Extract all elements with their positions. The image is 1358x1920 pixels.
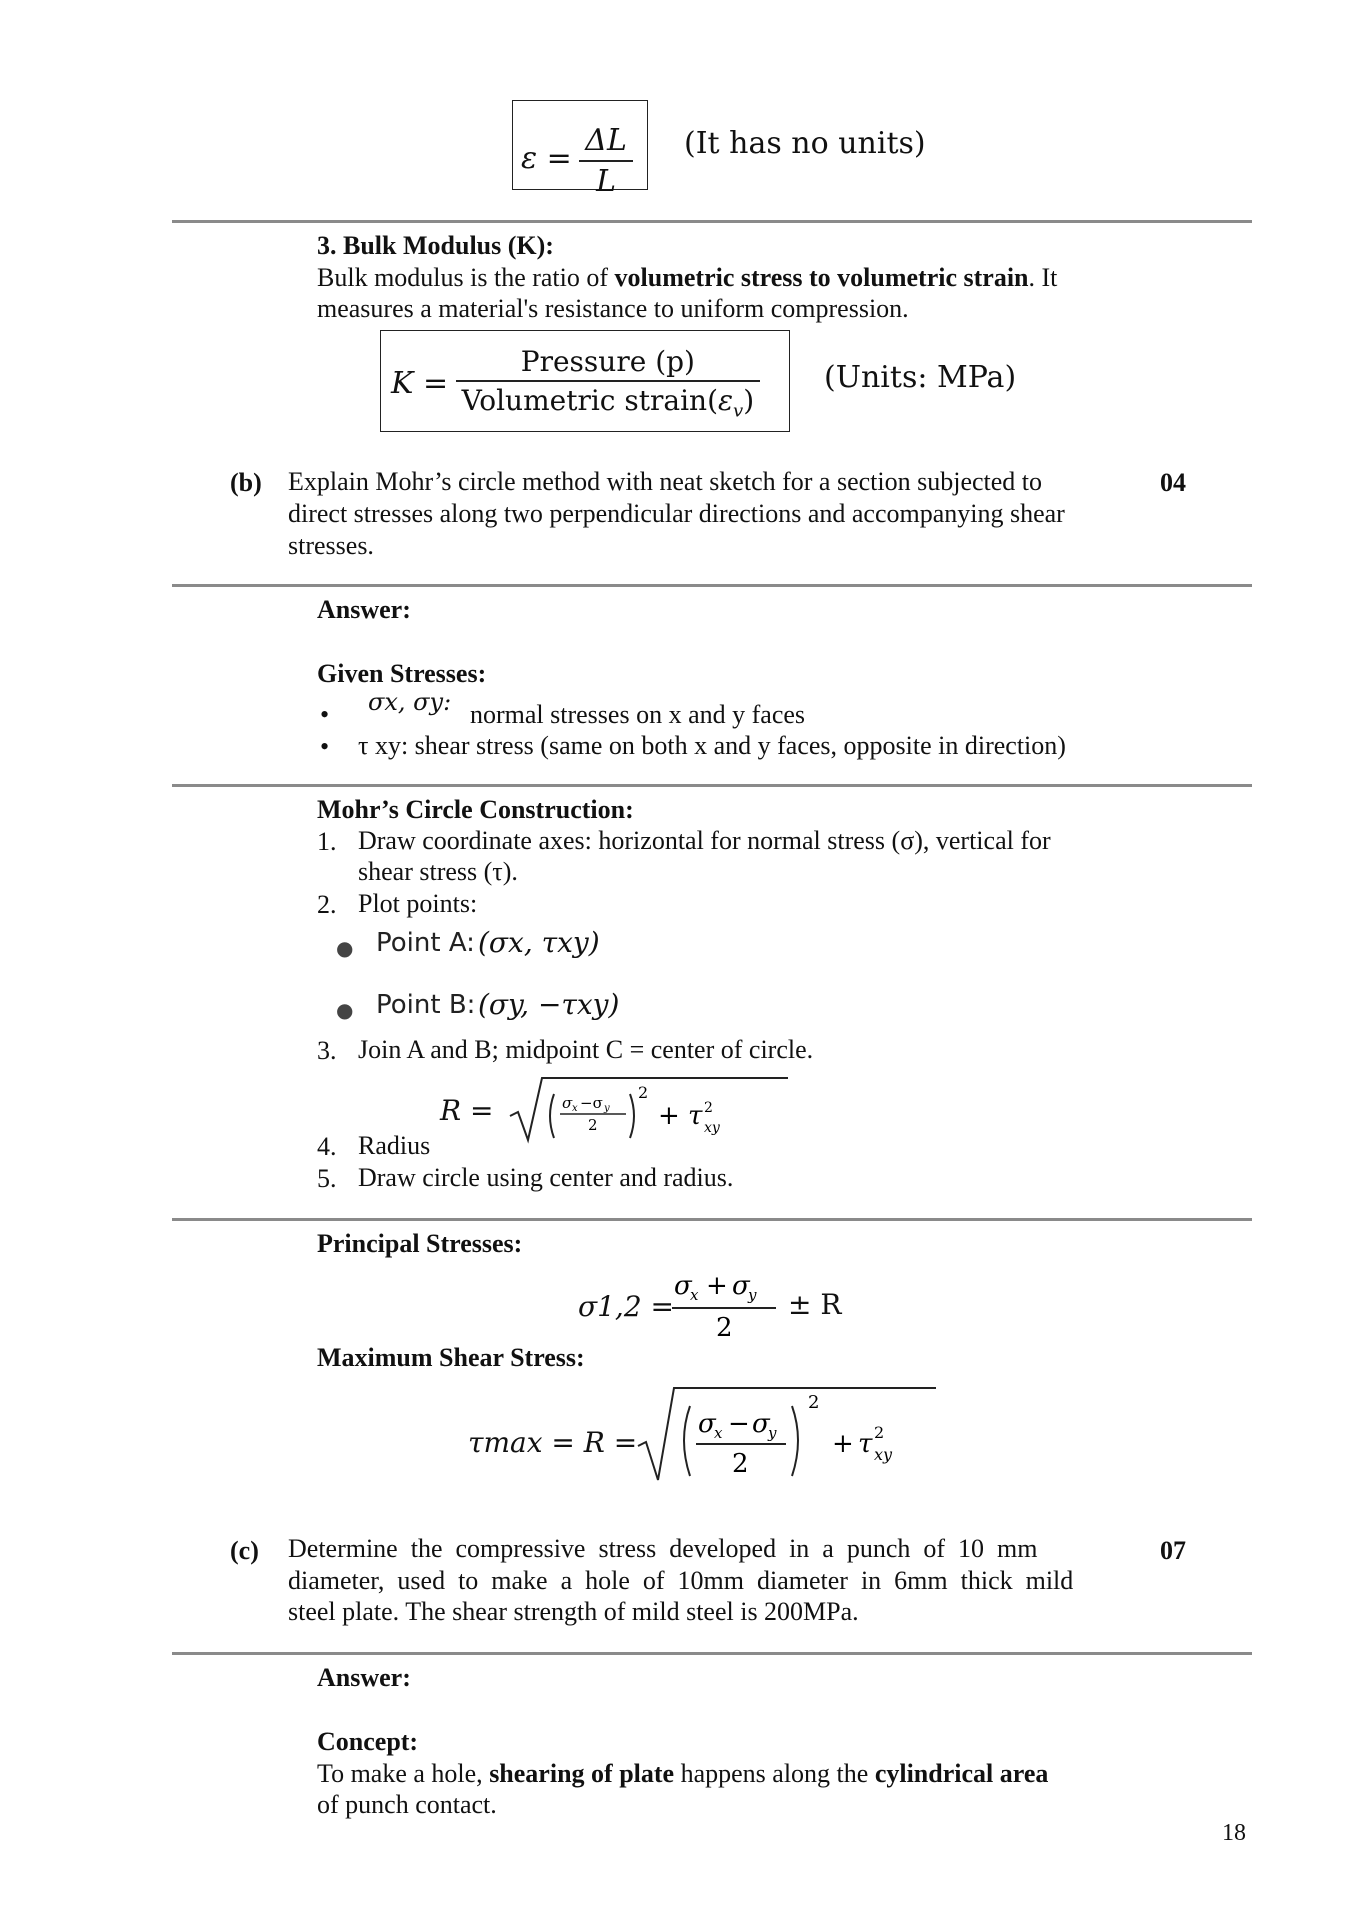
svg-text:y: y bbox=[748, 1286, 757, 1304]
point-a: (σx, τxy) bbox=[478, 926, 600, 959]
bullet: ● bbox=[336, 998, 354, 1022]
bullet: • bbox=[320, 732, 330, 761]
given-item-2: τ xy: shear stress (same on both x and y faces, opposite in direction) bbox=[358, 731, 1066, 760]
bulk-formula-numerator: Pressure (p) bbox=[520, 345, 695, 378]
principal-heading: Principal Stresses: bbox=[317, 1229, 523, 1258]
bulk-formula-lhs: K = bbox=[391, 365, 449, 401]
strain-numerator: ΔL bbox=[585, 123, 627, 158]
answer-c-label: Answer: bbox=[317, 1663, 411, 1692]
concept-heading: Concept: bbox=[317, 1727, 419, 1756]
construction-heading: Mohr’s Circle Construction: bbox=[317, 795, 634, 824]
sqrt-symbol bbox=[508, 1074, 788, 1144]
svg-text:−: − bbox=[728, 1409, 750, 1439]
question-c-label: (c) bbox=[230, 1536, 259, 1565]
step-number: 2. bbox=[317, 890, 337, 919]
divider bbox=[172, 784, 1252, 787]
divider bbox=[172, 1218, 1252, 1221]
strain-lhs: ε = bbox=[521, 140, 572, 176]
step-2: Plot points: bbox=[358, 889, 478, 918]
svg-text:x: x bbox=[572, 1103, 578, 1114]
svg-text:+: + bbox=[832, 1429, 854, 1459]
bullet: • bbox=[320, 700, 330, 729]
svg-text:σ: σ bbox=[698, 1409, 716, 1439]
given-heading: Given Stresses: bbox=[317, 659, 487, 688]
svg-text:+: + bbox=[706, 1271, 728, 1301]
radius-formula bbox=[440, 1074, 770, 1144]
max-shear-sqrt bbox=[636, 1384, 936, 1484]
divider bbox=[172, 584, 1252, 587]
max-shear-formula bbox=[468, 1384, 948, 1484]
bulk-formula-box bbox=[380, 330, 790, 432]
svg-text:2: 2 bbox=[808, 1392, 820, 1413]
given-symbols: σx, σy: bbox=[368, 688, 452, 716]
svg-text:−σ: −σ bbox=[580, 1094, 603, 1112]
strain-formula-box bbox=[512, 100, 648, 199]
question-c-line-3: steel plate. The shear strength of mild steel is 200MPa. bbox=[288, 1597, 859, 1626]
svg-text:2: 2 bbox=[588, 1116, 598, 1134]
svg-text:xy: xy bbox=[704, 1120, 720, 1136]
question-b-label: (b) bbox=[230, 468, 262, 497]
principal-pm: ± R bbox=[788, 1288, 842, 1321]
concept-line-1: To make a hole, shearing of plate happens along the cylindrical area bbox=[317, 1759, 1049, 1788]
strain-denominator: L bbox=[579, 160, 633, 199]
bullet: ● bbox=[336, 936, 354, 960]
principal-lhs: σ1,2 = bbox=[578, 1290, 675, 1323]
svg-text:2: 2 bbox=[732, 1449, 749, 1479]
bulk-line-1: Bulk modulus is the ratio of volumetric stress to volumetric strain. It bbox=[317, 263, 1058, 292]
svg-text:2: 2 bbox=[716, 1313, 733, 1342]
svg-text:+: + bbox=[658, 1101, 680, 1131]
max-shear-lhs: τmax = R = bbox=[468, 1426, 638, 1459]
concept-line-2: of punch contact. bbox=[317, 1790, 497, 1819]
principal-formula bbox=[578, 1262, 878, 1342]
question-c-line-1: Determine the compressive stress developed in a punch of 10 mm bbox=[288, 1534, 1038, 1563]
point-b-label: Point B: bbox=[376, 990, 476, 1020]
step-number: 4. bbox=[317, 1132, 337, 1161]
strain-note: (It has no units) bbox=[684, 126, 926, 161]
step-number: 5. bbox=[317, 1164, 337, 1193]
step-number: 3. bbox=[317, 1036, 337, 1065]
step-number: 1. bbox=[317, 827, 337, 856]
given-item-1: normal stresses on x and y faces bbox=[470, 700, 806, 729]
answer-b-label: Answer: bbox=[317, 595, 411, 624]
principal-fraction bbox=[670, 1262, 790, 1342]
question-b-marks: 04 bbox=[1160, 468, 1186, 497]
svg-text:2: 2 bbox=[704, 1100, 713, 1116]
svg-text:σ: σ bbox=[732, 1271, 750, 1301]
divider bbox=[172, 1652, 1252, 1655]
bulk-heading: 3. Bulk Modulus (K): bbox=[317, 231, 554, 260]
question-b-text: Explain Mohr’s circle method with neat sketch for a section subjected to direct stresses along two perpendicular directions and accompanying shear stresses. bbox=[288, 467, 1065, 560]
step-3: Join A and B; midpoint C = center of circle. bbox=[358, 1035, 814, 1064]
svg-text:σ: σ bbox=[562, 1094, 573, 1112]
step-1-line-b: shear stress (τ). bbox=[358, 857, 518, 886]
radius-lhs: R = bbox=[440, 1094, 494, 1127]
svg-text:y: y bbox=[768, 1424, 777, 1442]
svg-text:x: x bbox=[714, 1424, 723, 1442]
svg-text:σ: σ bbox=[674, 1271, 692, 1301]
divider bbox=[172, 220, 1252, 223]
step-4: Radius bbox=[358, 1131, 431, 1160]
bulk-formula-denominator: Volumetric $strain(\varepsilon_v)$ bbox=[456, 380, 761, 422]
svg-text:τ: τ bbox=[858, 1429, 873, 1459]
max-shear-heading: Maximum Shear Stress: bbox=[317, 1343, 585, 1372]
svg-text:τ: τ bbox=[688, 1101, 703, 1131]
point-a-label: Point A: bbox=[376, 928, 475, 958]
svg-text:xy: xy bbox=[874, 1445, 893, 1464]
bulk-units: (Units: MPa) bbox=[824, 360, 1017, 395]
svg-text:2: 2 bbox=[638, 1083, 649, 1102]
page-number: 18 bbox=[1222, 1820, 1246, 1846]
svg-text:2: 2 bbox=[874, 1423, 885, 1442]
point-b: (σy, −τxy) bbox=[478, 988, 620, 1021]
svg-text:y: y bbox=[604, 1103, 610, 1114]
step-1-line-a: Draw coordinate axes: horizontal for normal stress (σ), vertical for bbox=[358, 826, 1051, 855]
bulk-line-2: measures a material's resistance to uniform compression. bbox=[317, 294, 909, 323]
svg-text:σ: σ bbox=[752, 1409, 770, 1439]
svg-text:x: x bbox=[690, 1286, 699, 1304]
question-c-line-2: diameter, used to make a hole of 10mm diameter in 6mm thick mild bbox=[288, 1566, 1074, 1595]
step-5: Draw circle using center and radius. bbox=[358, 1163, 734, 1192]
question-c-marks: 07 bbox=[1160, 1536, 1186, 1565]
